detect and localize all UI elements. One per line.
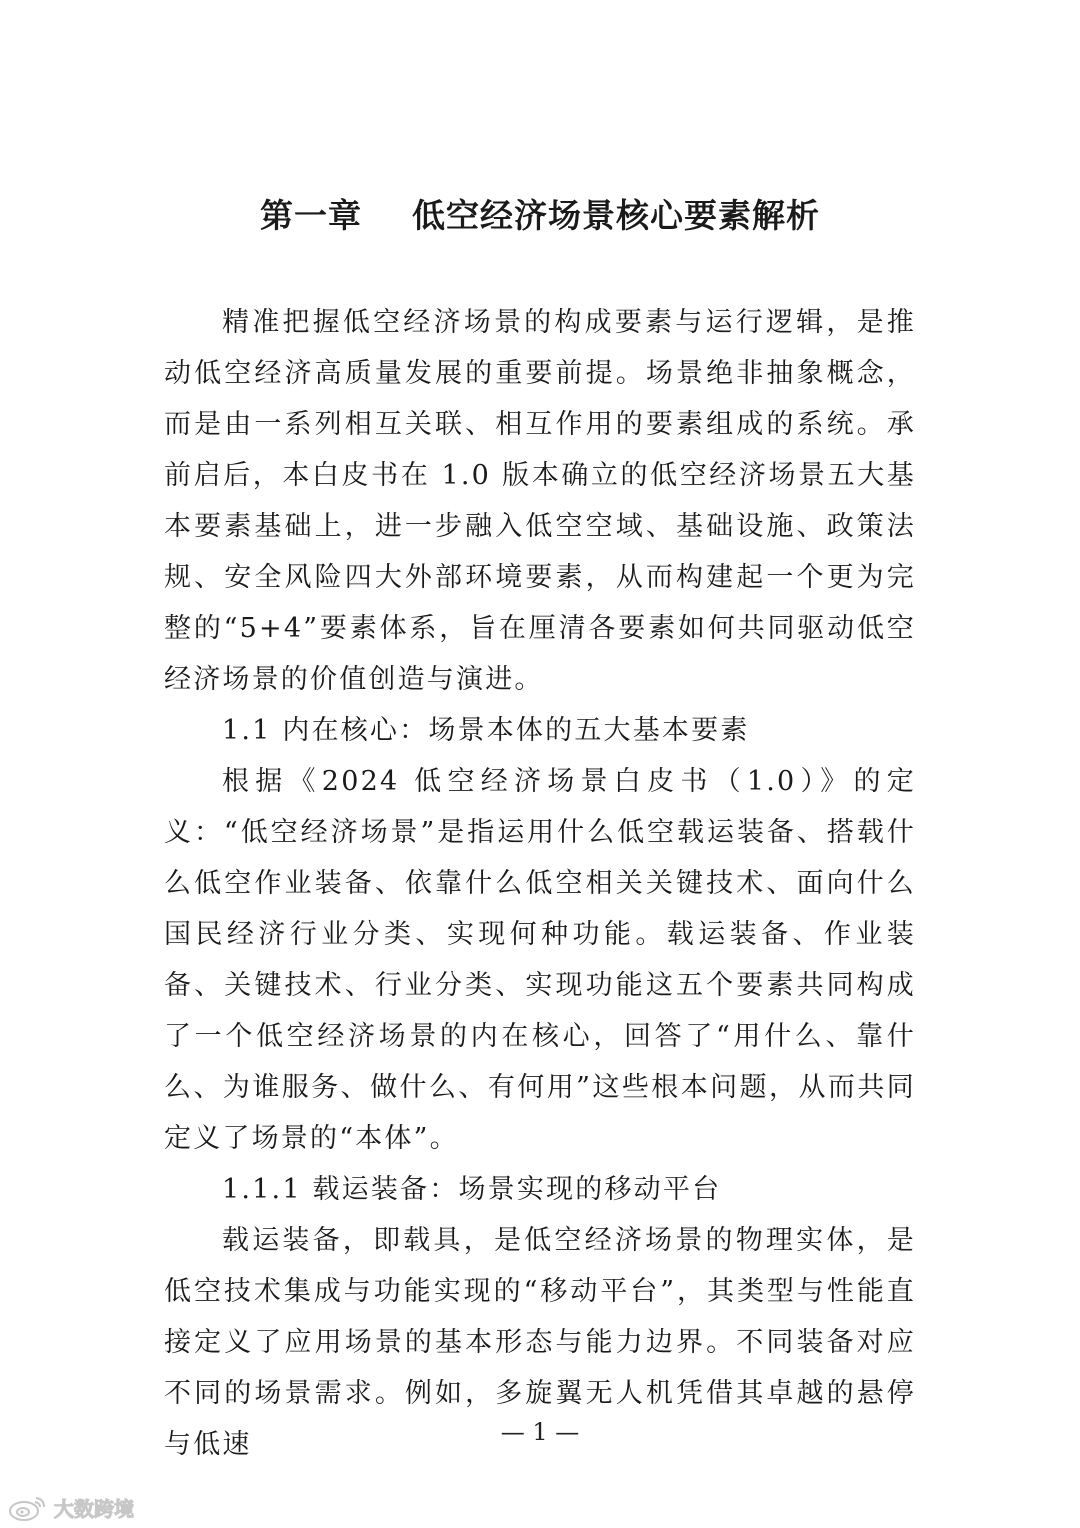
section-heading-1-1-1: 1.1.1 载运装备：场景实现的移动平台 bbox=[222, 1174, 722, 1205]
watermark bbox=[8, 1493, 134, 1522]
intro-paragraph: 精准把握低空经济场景的构成要素与运行逻辑，是推动低空经济高质量发展的重要前提。场景绝非抽象概念，而是由一系列相互关联、相互作用的要素组成的系统。承前启后，本白皮书在 1.0 版本确立的低空经济场景五大基本要素基础上，进一步融入低空空域、基础设施、政策法规、安全风险四大外部环境要素，从而构建起一个更为完整的“5+4”要素体系，旨在厘清各要素如何共同驱动低空经济场景的价值创造与演进。 bbox=[164, 307, 916, 695]
chapter-title: 第一章 低空经济场景核心要素解析 bbox=[260, 196, 820, 235]
watermark-text: 大数跨境 bbox=[54, 1497, 134, 1521]
section-1-1-1-paragraph: 载运装备，即载具，是低空经济场景的物理实体，是低空技术集成与功能实现的“移动平台”，其类型与性能直接定义了应用场景的基本形态与能力边界。不同装备对应不同的场景需求。例如，多旋翼无人机凭借其卓越的悬停与低速 bbox=[164, 1225, 916, 1460]
weibo-logo-icon bbox=[8, 1494, 48, 1522]
section-1-1-paragraph: 根据《2024 低空经济场景白皮书（1.0）》的定义：“低空经济场景”是指运用什么低空载运装备、搭载什么低空作业装备、依靠什么低空相关关键技术、面向什么国民经济行业分类、实现何种功能。载运装备、作业装备、关键技术、行业分类、实现功能这五个要素共同构成了一个低空经济场景的内在核心，回答了“用什么、靠什么、为谁服务、做什么、有何用”这些根本问题，从而共同定义了场景的“本体”。 bbox=[164, 766, 916, 1154]
page-number: — 1 — bbox=[500, 1418, 580, 1446]
section-heading-1-1: 1.1 内在核心：场景本体的五大基本要素 bbox=[222, 715, 750, 746]
body-text bbox=[164, 297, 916, 1470]
